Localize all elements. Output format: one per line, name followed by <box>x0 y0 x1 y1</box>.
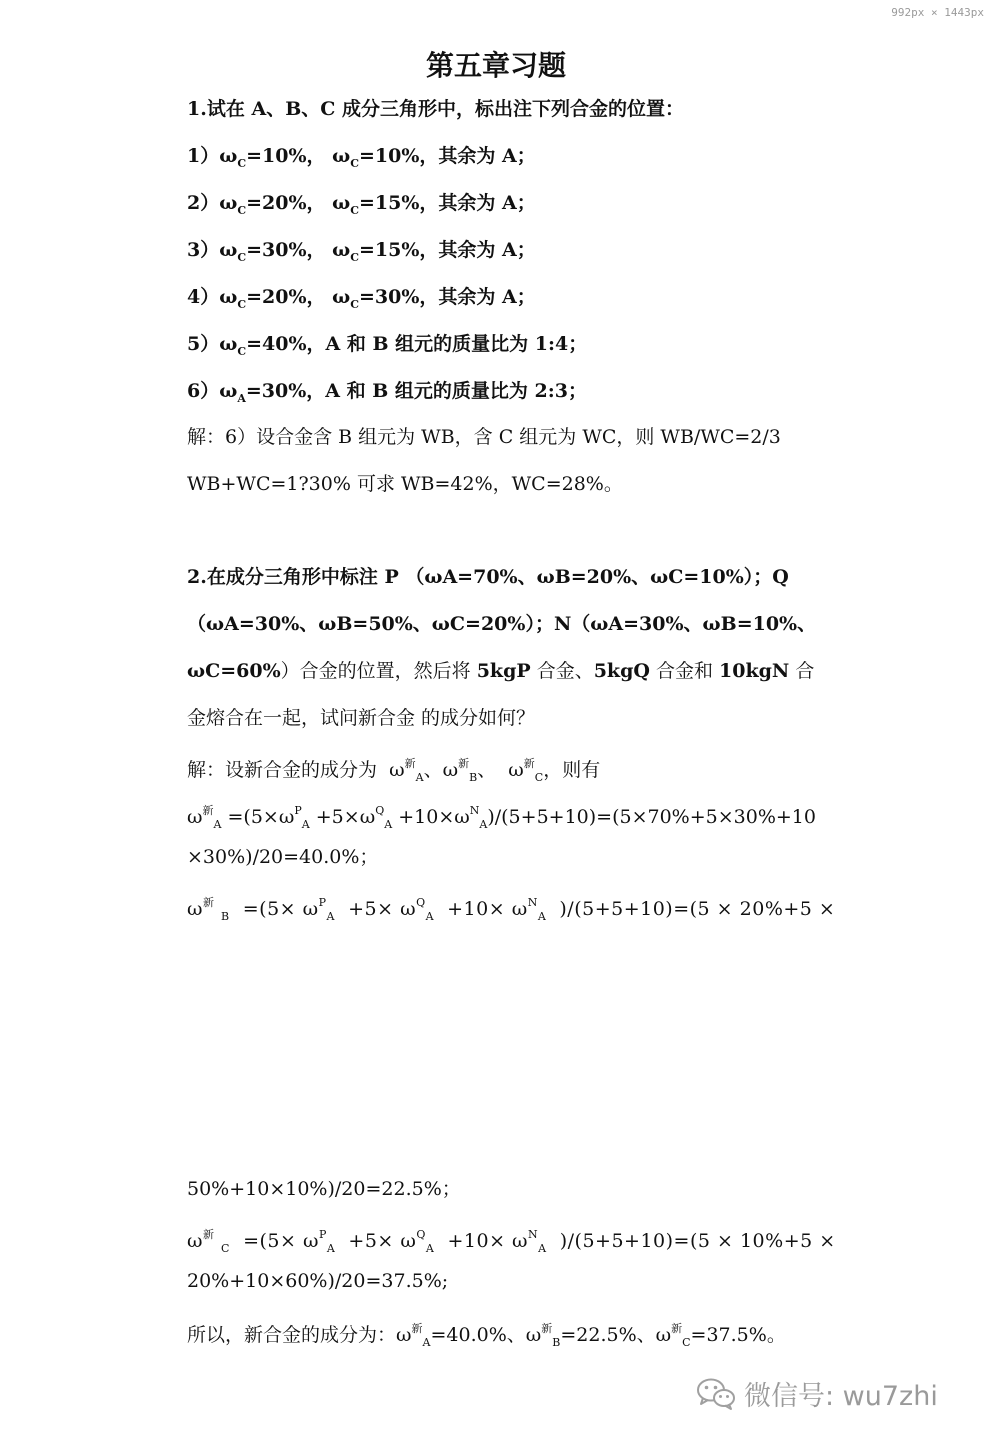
q2-line-4: 金熔合在一起，试问新合金 的成分如何？ <box>187 707 536 729</box>
q2-line-2: （ωA=30%、ωB=50%、ωC=20%）；N（ωA=30%、ωB=10%、 <box>187 613 817 635</box>
q1-solution-line-1: 解：6）设合金含 B 组元为 WB，含 C 组元为 WC，则 WB/WC=2/3 <box>187 426 781 448</box>
q1-item-5: $5)\omega_C=40\%$，A 和 B 组元的质量比为 1:4； <box>187 333 588 358</box>
q1-item-2: $2)\omega_C=20\%$， $\omega_C=15\%$，其余为 A； <box>187 192 536 217</box>
q2-line-3: ωC=60%）合金的位置，然后将 5kgP 合金、5kgQ 合金和 10kgN 合 <box>187 660 815 682</box>
q1-item-4: $4)\omega_C=20\%$， $\omega_C=30\%$，其余为 A； <box>187 286 536 311</box>
q2-line-1: 2.在成分三角形中标注 P （ωA=70%、ωB=20%、ωC=10%）；Q <box>187 566 789 588</box>
equation-b-line-1: $\omega^新$ $_B =(5\times \omega^P_A +5\times \omega^Q_A +10\times \omega^N_A$ )/(5+5+10)=(5 × 20%+5 × <box>187 896 836 923</box>
equation-a-line-1: $\omega^新_A =(5\times\omega^P_A +5\times\omega^Q_A +10\times\omega^N_A)/(5+5+10)=(5\times 70\%+5\times 30\%+10$ <box>187 804 816 831</box>
q1-item-3: $3)\omega_C=30\%$， $\omega_C=15\%$，其余为 A； <box>187 239 536 264</box>
equation-c-line-1: $\omega^新$ $_C =(5\times \omega^P_A +5\times \omega^Q_A +10\times \omega^N_A$ )/(5+5+10)=(5 × 10%+5 × <box>187 1228 836 1255</box>
q1-solution-line-2: WB+WC=1?30% 可求 WB=42%，WC=28%。 <box>187 473 623 495</box>
equation-b-line-2: 50%+10×10%)/20=22.5%； <box>187 1178 461 1200</box>
equation-a-line-2: ×30%)/20=40.0%； <box>187 846 379 868</box>
q1-intro: 1.试在 A、B、C 成分三角形中，标出注下列合金的位置： <box>187 98 684 120</box>
image-size-label: 992px × 1443px <box>891 6 984 19</box>
watermark-text: 微信号: wu7zhi <box>744 1381 938 1412</box>
watermark <box>696 1374 938 1413</box>
q2-solution-intro: 解：设新合金的成分为 $\omega^新_A$、$\omega^新_B$、 $\omega^新_C$，则有 <box>187 757 601 784</box>
equation-c-line-2: 20%+10×60%)/20=37.5%; <box>187 1270 449 1292</box>
q1-item-1: $1)\omega_C=10\%$， $\omega_C=10\%$，其余为 A； <box>187 145 536 170</box>
final-answer: 所以，新合金的成分为：$\omega^新_A=40.0\%$、$\omega^新_B=22.5\%$、$\omega^新_C=37.5\%$。 <box>187 1322 786 1349</box>
q1-item-6: $6)\omega_A=30\%$，A 和 B 组元的质量比为 2:3； <box>187 380 588 405</box>
page-title: 第五章习题 <box>425 49 566 82</box>
wechat-icon <box>696 1377 736 1411</box>
